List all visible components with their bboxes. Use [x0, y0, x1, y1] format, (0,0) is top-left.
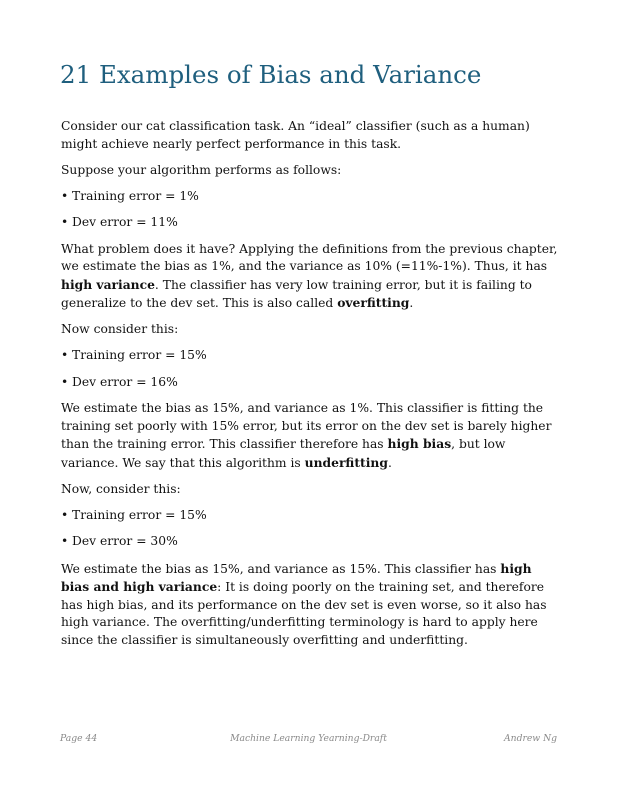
bullet-icon: • [61, 534, 69, 548]
bullet-icon: • [61, 215, 69, 229]
bullet-icon: • [61, 507, 69, 522]
term-high-bias: high bias [387, 436, 452, 451]
list-item [61, 374, 561, 392]
list-item [61, 507, 561, 525]
term-underfitting: underfitting [304, 454, 388, 470]
case1-dev-error: Dev error = 11% [72, 215, 178, 229]
paragraph-now-consider: Now consider this: [61, 322, 179, 336]
paragraph-high-bias: We estimate the bias as 15%, and variance as 1%. This classifier is fitting the training set poorly with 15% error, but its error on the dev set is barely higher than the training error. This classifier therefore has high bias, but low variance. We say that this algorithm is underfitting. [61, 401, 552, 470]
list-item [61, 533, 561, 551]
case3-training-error: Training error = 15% [72, 507, 207, 522]
term-high-bias-and-high-variance: high bias and high variance [61, 560, 532, 594]
list-item [61, 188, 561, 206]
paragraph-high-bias-and-variance: We estimate the bias as 15%, and variance as 15%. This classifier has high bias and high variance: It is doing poorly on the training set, and therefore has high bias, and its performance on the dev set is even worse, so it also has high variance. The overfitting/underfitting terminology is hard to apply here since the classifier is simultaneously overfitting and underfitting. [61, 560, 547, 647]
paragraph-now-consider-2: Now, consider this: [61, 481, 181, 496]
list-item [61, 347, 561, 365]
term-overfitting: overfitting [337, 295, 410, 310]
bullet-icon: • [61, 348, 69, 362]
list-item [61, 214, 561, 232]
term-high-variance: high variance [61, 276, 155, 292]
paragraph-intro: Consider our cat classification task. An “ideal” classifier (such as a human) might achieve nearly perfect performance in this task. [61, 119, 530, 151]
case2-training-error: Training error = 15% [72, 348, 207, 362]
bullet-icon: • [61, 374, 69, 389]
footer-author: Andrew Ng [504, 733, 557, 744]
case3-dev-error: Dev error = 30% [72, 534, 178, 548]
page-footer [60, 733, 557, 747]
page-title: 21 Examples of Bias and Variance [60, 60, 482, 89]
footer-book-title: Machine Learning Yearning-Draft [230, 733, 387, 744]
footer-page-number: Page 44 [60, 733, 98, 744]
body-text [61, 118, 561, 658]
case1-training-error: Training error = 1% [72, 188, 199, 203]
paragraph-suppose: Suppose your algorithm performs as follows: [61, 162, 342, 177]
bullet-icon: • [61, 188, 69, 203]
case2-dev-error: Dev error = 16% [72, 374, 178, 389]
paragraph-high-variance: What problem does it have? Applying the definitions from the previous chapter, we estimate the bias as 1%, and the variance as 10% (=11%-1%). Thus, it has high variance. The classifier has very low training error, but it is failing to generalize to the dev set. This is also called overfitting. [61, 241, 558, 310]
